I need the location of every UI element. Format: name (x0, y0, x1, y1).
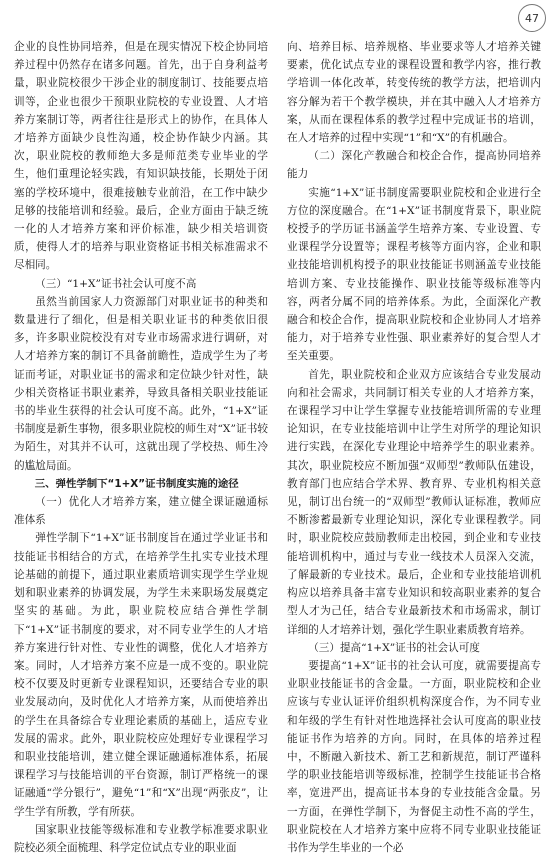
subsection-heading: （一）优化人才培养方案，建立健全课证融通标准体系 (14, 496, 268, 527)
body-paragraph: 首先，职业院校和企业双方应该结合专业发展动向和社会需求，共同制订相关专业的人才培养方案，在课程学习中让学生掌握专业技能培训所需的专业理论知识，在专业技能培训中让学生对所学的理论知识进行实践，在深化专业理论中培养学生的职业素养。其次，职业院校应不断加强“双师型”教师队伍建设，教育部门也应结合学术界、教育界、专业机构相关意见，制订出台统一的“双师型”教师认证标准，教师应不断渗蓄最新专业理论知识，深化专业课程教学。同时，职业院校应鼓励教师走出校园，到企业和专业技能培训机构中，通过与专业一线技术人员深入交流，了解最新的专业技术。最后，企业和专业技能培训机构应以培养具备丰富专业知识和较高职业素养的复合型人才为己任，结合专业最新技术和市场需求，制订详细的人才培养计划，强化学生职业素质教育培养。 (287, 368, 541, 636)
section-heading: 三、弹性学制下“1+X”证书制度实施的途径 (34, 477, 239, 490)
subsection-heading: （三）“1+X”证书社会认可度不高 (35, 277, 197, 290)
body-paragraph: 要提高“1+X”证书的社会认可度，就需要提高专业职业技能证书的含金量。一方面，职业院校和企业应该与专业认证评价组织机构深度合作，为不同专业和年级的学生有针对性地选择社会认可度高的职业技能证书作为培养的方向。同时，在具体的培养过程中，不断融入新技术、新工艺和新规范，制订严谨科学的职业技能培训等级标准，控制学生技能证书合格率，宽进严出，提高证书本身的专业技能含金量。另一方面，在弹性学制下，为督促主动性不高的学生，职业院校在人才培养方案中应将不同专业职业技能证书作为学生毕业的一个必 (287, 659, 541, 854)
page-number-badge (518, 4, 546, 32)
subsection-heading: （二）深化产教融合和校企合作，提高协同培养能力 (287, 150, 541, 181)
body-paragraph: 实施“1+X”证书制度需要职业院校和企业进行全方位的深度融合。在“1+X”证书制度背景下，职业院校授予的学历证书涵盖学生培养方案、专业设置、专业课程学分设置等；课程考核等方面内容，企业和职业技能培训机构授予的职业技能证书则涵盖专业技能培训方案、专业技能操作、职业技能等级标准等内容，两者分属不同的培养体系。为此，全面深化产教融合和校企合作，提高职业院校和企业协同人才培养能力，对于培养专业性强、职业素养好的复合型人才至关重要。 (287, 186, 541, 363)
body-paragraph: 国家职业技能等级标准和专业教学标准要求职业院校必须全面梳理、科学定位试点专业的职业面 (14, 823, 268, 854)
body-paragraph: 向、培养目标、培养规格、毕业要求等人才培养关键要素，优化试点专业的课程设置和教学内容，推行教学培训一体化改革，转变传统的教学方法，把培训内容分解为若干个教学模块，并在其中融入人才培养方案，从而在课程体系的教学过程中完成证书的培训，在人才培养的过程中实现“1”和“X”的有机融合。 (287, 41, 541, 145)
right-column (287, 38, 541, 857)
body-paragraph: 企业的良性协同培养，但是在现实情况下校企协同培养过程中仍然存在诸多问题。首先，出于自身利益考量，职业院校很少干涉企业的制度制订、技能要点培训等，企业也很少干预职业院校的专业设置、人才培养方案制订等，两者往往是形式上的协作，在具体人才培养方面缺少良性沟通，校企协作缺少内涵。其次，职业院校的教师绝大多是师范类专业毕业的学生，他们重理论轻实践，有知识缺技能，长期处于闭塞的学校环境中，很难接触专业前沿，在工作中缺少足够的技能培训和经验。最后，企业方面由于缺乏统一化的人才培养方案和评价标准，缺少相关培训资质，使得人才的培养与职业资格证书相关标准需求不尽相同。 (14, 41, 268, 272)
body-paragraph: 弹性学制下“1+X”证书制度旨在通过学业证书和技能证书相结合的方式，在培养学生扎实专业技术理论基础的前提下，通过职业素质培训实现学生学业规划和职业素养的协调发展，为学生未来职场发展奠定坚实的基础。为此，职业院校应结合弹性学制下“1+X”证书制度的要求，对不同专业学生的人才培养方案进行针对性、专业性的调整，优化人才培养方案。同时，人才培养方案不应是一成不变的。职业院校不仅要及时更新专业课程知识，还要结合专业的职业发展动向，及时优化人才培养方案，从而使培养出的学生在具备综合专业理论素质的基础上，适应专业发展的需求。此外，职业院校应处理好专业课程学习和职业技能培训，建立健全课证融通标准体系，拓展课程学习与技能培训的平台资源，制订严格统一的课证融通“学分银行”，避免“1”和“X”出现“两张皮”，让学生学有所教，学有所获。 (14, 532, 268, 818)
left-column (14, 38, 268, 857)
page-number: 47 (525, 11, 539, 25)
body-paragraph: 虽然当前国家人力资源部门对职业证书的种类和数量进行了细化，但是相关职业证书的种类依旧很多，许多职业院校没有对专业市场需求进行调研，对人才培养方案的制订不具备前瞻性，造成学生为了考证而考证，对职业证书的需求和定位缺少针对性，缺少相关资格证书职业素养，导致具备相关职业技能证书的毕业生获得的社会认可度不高。此外，“1+X”证书制度是新生事物，很多职业院校的师生对“X”证书较为陌生，对其并不认可，这就出现了学校热、师生冷的尴尬局面。 (14, 295, 268, 472)
subsection-heading: （三）提高“1+X”证书的社会认可度 (308, 641, 480, 654)
